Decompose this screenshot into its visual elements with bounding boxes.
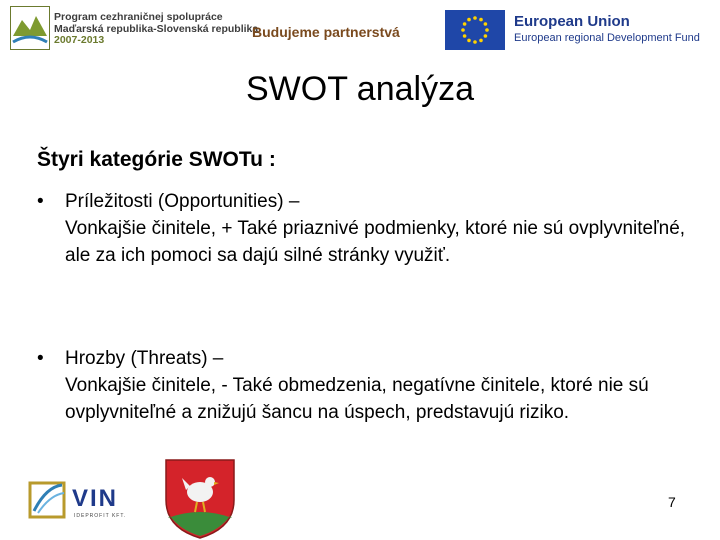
bullet-text: Vonkajšie činitele, - Také obmedzenia, negatívne činitele, ktoré nie sú ovplyvniteľné a znižujú šancu na úspech, predstavujú riziko.	[65, 375, 649, 423]
slogan: Budujeme partnerstvá	[252, 24, 400, 40]
eu-flag-icon	[445, 10, 505, 50]
bullet-marker: •	[37, 191, 44, 212]
vin-emblem-icon	[28, 481, 68, 521]
bullet-marker: •	[37, 348, 44, 369]
header-banner	[0, 0, 720, 62]
vin-wordmark: VIN	[72, 485, 119, 512]
bullet-heading: Hrozby (Threats) –	[65, 348, 224, 369]
bullet-opportunities	[37, 188, 687, 269]
vin-logo	[28, 477, 144, 527]
slide-title: SWOT analýza	[245, 70, 474, 108]
lead-heading: Štyri kategórie SWOTu :	[37, 148, 276, 171]
page-number: 7	[668, 494, 676, 510]
bullet-threats	[37, 345, 687, 426]
program-years: 2007-2013	[54, 34, 105, 46]
coat-of-arms-icon	[160, 456, 240, 540]
eu-label	[514, 13, 700, 45]
vin-subtitle: IDEPROFIT KFT.	[74, 513, 127, 519]
program-line-1: Program cezhraničnej spolupráce	[54, 11, 223, 23]
eu-subtitle: European regional Development Fund	[514, 32, 700, 44]
bullet-text: Vonkajšie činitele, + Také priaznivé podmienky, ktoré nie sú ovplyvniteľné, ale za ich pomoci sa dajú silné stránky využiť.	[65, 218, 686, 266]
program-title	[54, 12, 258, 47]
program-line-2: Maďarská republika-Slovenská republika	[54, 22, 259, 35]
bullet-heading: Príležitosti (Opportunities) –	[65, 191, 300, 212]
eu-title: European Union	[514, 13, 630, 30]
program-logo-icon	[10, 6, 50, 50]
